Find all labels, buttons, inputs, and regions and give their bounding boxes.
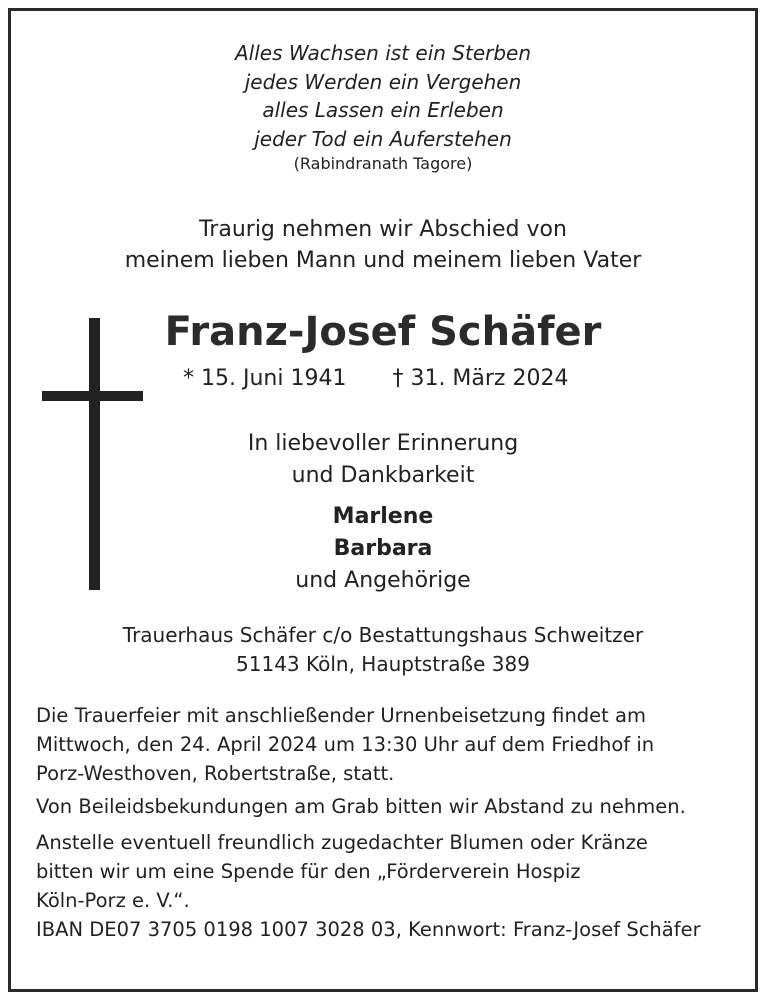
poem-line: alles Lassen ein Erleben (262, 98, 504, 122)
memory-text (11, 428, 755, 492)
poem-line: jeder Tod ein Auferstehen (254, 126, 512, 151)
address-line: Trauerhaus Schäfer c/o Bestattungshaus Schweitzer (122, 623, 644, 647)
iban-line: IBAN DE07 3705 0198 1007 3028 03, Kennwort: Franz-Josef Schäfer (36, 918, 701, 941)
poem (11, 39, 755, 175)
donation-info (36, 828, 746, 944)
info-line: Die Trauerfeier mit anschließender Urnenbeisetzung findet am (36, 704, 646, 727)
memory-line: In liebevoller Erinnerung (247, 431, 519, 456)
cross-icon-bar (42, 391, 143, 401)
mourning-address (11, 621, 755, 679)
death-date: † 31. März 2024 (392, 366, 569, 391)
address-line: 51143 Köln, Hauptstraße 389 (236, 652, 530, 676)
mourners-others: und Angehörige (295, 568, 471, 593)
info-line: Mittwoch, den 24. April 2024 um 13:30 Uhr auf dem Friedhof in (36, 733, 655, 756)
mourners (11, 501, 755, 597)
mourner-name: Marlene (332, 504, 434, 529)
info-line: bitten wir um eine Spende für den „Förderverein Hospiz (36, 860, 581, 883)
obituary-frame (8, 8, 758, 992)
deceased-name: Franz-Josef Schäfer (164, 309, 602, 355)
info-line: Porz-Westhoven, Robertstraße, statt. (36, 762, 395, 785)
birth-date: * 15. Juni 1941 (183, 366, 347, 391)
life-dates (183, 364, 568, 394)
poem-author: (Rabindranath Tagore) (293, 154, 473, 173)
mourner-name: Barbara (333, 536, 433, 561)
ceremony-info (36, 701, 746, 788)
condolence-note: Von Beileidsbekundungen am Grab bitten wir Abstand zu nehmen. (36, 795, 686, 818)
info-line: Köln-Porz e. V.“. (36, 889, 190, 912)
intro-line: meinem lieben Mann und meinem lieben Vater (124, 248, 642, 273)
poem-line: Alles Wachsen ist ein Sterben (234, 41, 532, 65)
intro-line: Traurig nehmen wir Abschied von (199, 217, 567, 242)
poem-line: jedes Werden ein Vergehen (244, 69, 522, 94)
memory-line: und Dankbarkeit (291, 463, 475, 488)
farewell-intro (11, 214, 755, 276)
info-line: Anstelle eventuell freundlich zugedachter Blumen oder Kränze (36, 831, 648, 854)
